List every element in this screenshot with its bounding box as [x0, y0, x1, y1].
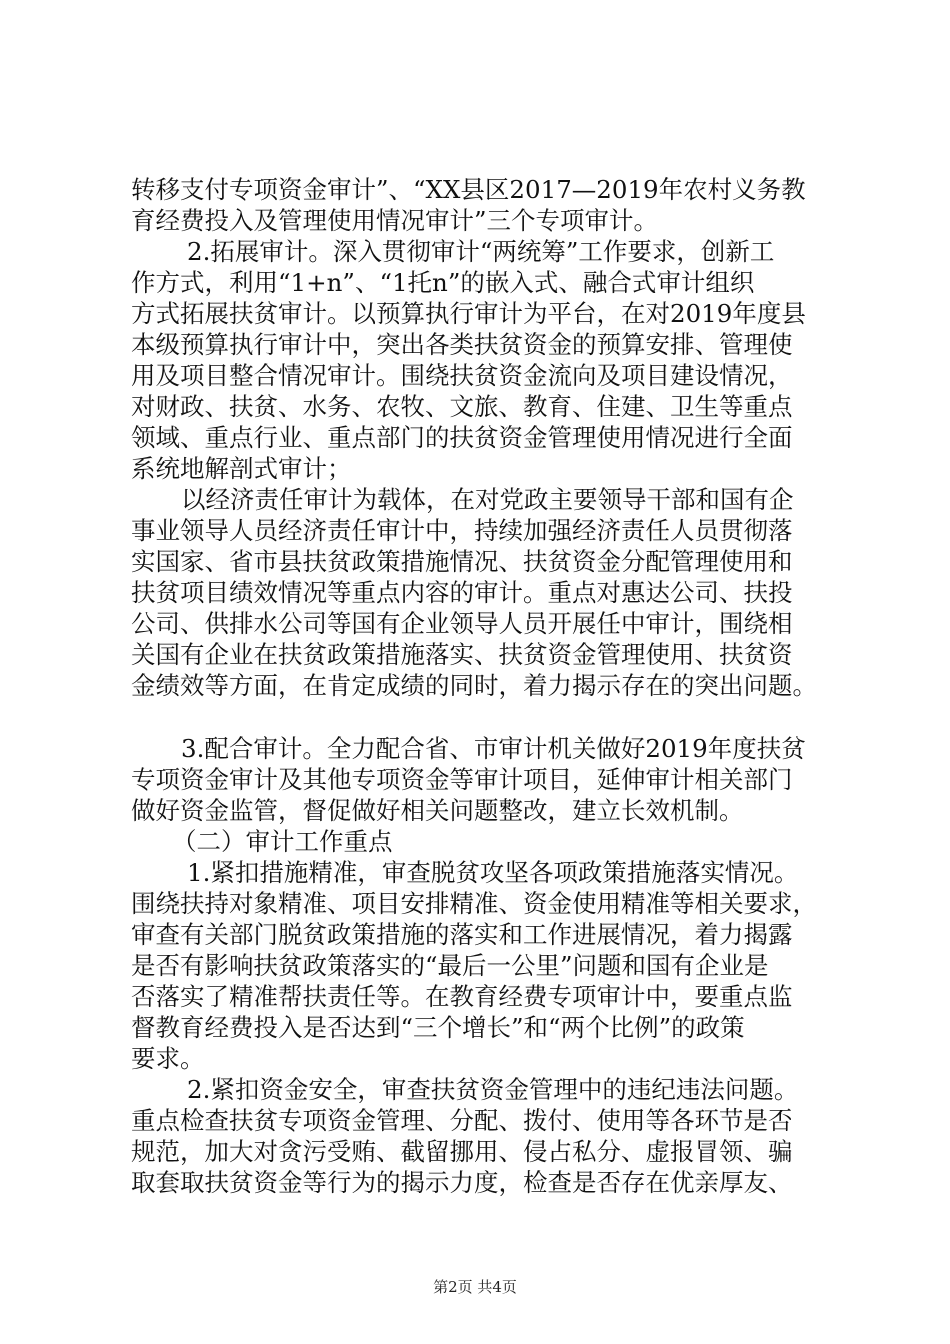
text-line: 审查有关部门脱贫政策措施的落实和工作进展情况，着力揭露: [131, 920, 793, 949]
text-line: 3.配合审计。全力配合省、市审计机关做好2019年度扶贫: [181, 734, 806, 763]
text-line: 1.紧扣措施精准，审查脱贫攻坚各项政策措施落实情况。: [187, 858, 799, 887]
text-line: 育经费投入及管理使用情况审计”三个专项审计。: [131, 206, 659, 235]
text-line: 领域、重点行业、重点部门的扶贫资金管理使用情况进行全面: [131, 423, 793, 452]
text-line: 否落实了精准帮扶责任等。在教育经费专项审计中，要重点监: [131, 982, 793, 1011]
text-line: 2.紧扣资金安全，审查扶贫资金管理中的违纪违法问题。: [187, 1075, 799, 1104]
text-line: 要求。: [131, 1044, 205, 1073]
text-line: 金绩效等方面，在肯定成绩的同时，着力揭示存在的突出问题。: [131, 671, 817, 700]
text-line: 关国有企业在扶贫政策措施落实、扶贫资金管理使用、扶贫资: [131, 640, 793, 669]
text-line: 规范，加大对贪污受贿、截留挪用、侵占私分、虚报冒领、骗: [131, 1137, 793, 1166]
text-line: 对财政、扶贫、水务、农牧、文旅、教育、住建、卫生等重点: [131, 392, 793, 421]
text-line: 是否有影响扶贫政策落实的“最后一公里”问题和国有企业是: [131, 951, 769, 980]
text-line: 取套取扶贫资金等行为的揭示力度，检查是否存在优亲厚友、: [131, 1168, 793, 1197]
text-line: 本级预算执行审计中，突出各类扶贫资金的预算安排、管理使: [131, 330, 793, 359]
text-line: 做好资金监管，督促做好相关问题整改，建立长效机制。: [131, 796, 744, 825]
text-line: 用及项目整合情况审计。围绕扶贫资金流向及项目建设情况，: [131, 361, 793, 390]
text-line: 作方式，利用“1+n”、“1托n”的嵌入式、融合式审计组织: [131, 268, 755, 297]
text-line: 事业领导人员经济责任审计中，持续加强经济责任人员贯彻落: [131, 516, 793, 545]
text-line: 公司、供排水公司等国有企业领导人员开展任中审计，围绕相: [131, 609, 793, 638]
text-line: 方式拓展扶贫审计。以预算执行审计为平台，在对2019年度县: [131, 299, 806, 328]
section-heading: （二）审计工作重点: [172, 827, 393, 856]
text-line: 系统地解剖式审计；: [131, 454, 352, 483]
text-line: 2.拓展审计。深入贯彻审计“两统筹”工作要求，创新工: [187, 237, 775, 266]
text-line: 重点检查扶贫专项资金管理、分配、拨付、使用等各环节是否: [131, 1106, 793, 1135]
text-line: 专项资金审计及其他专项资金等审计项目，延伸审计相关部门: [131, 765, 793, 794]
text-line: 围绕扶持对象精准、项目安排精准、资金使用精准等相关要求，: [131, 889, 817, 918]
text-line: 扶贫项目绩效情况等重点内容的审计。重点对惠达公司、扶投: [131, 578, 793, 607]
text-line: 以经济责任审计为载体，在对党政主要领导干部和国有企: [181, 485, 794, 514]
page-footer: 第2页 共4页: [433, 1278, 517, 1296]
text-line: 督教育经费投入是否达到“三个增长”和“两个比例”的政策: [131, 1013, 745, 1042]
text-line: 转移支付专项资金审计”、“XX县区2017—2019年农村义务教: [131, 175, 806, 204]
text-line: 实国家、省市县扶贫政策措施情况、扶贫资金分配管理使用和: [131, 547, 793, 576]
